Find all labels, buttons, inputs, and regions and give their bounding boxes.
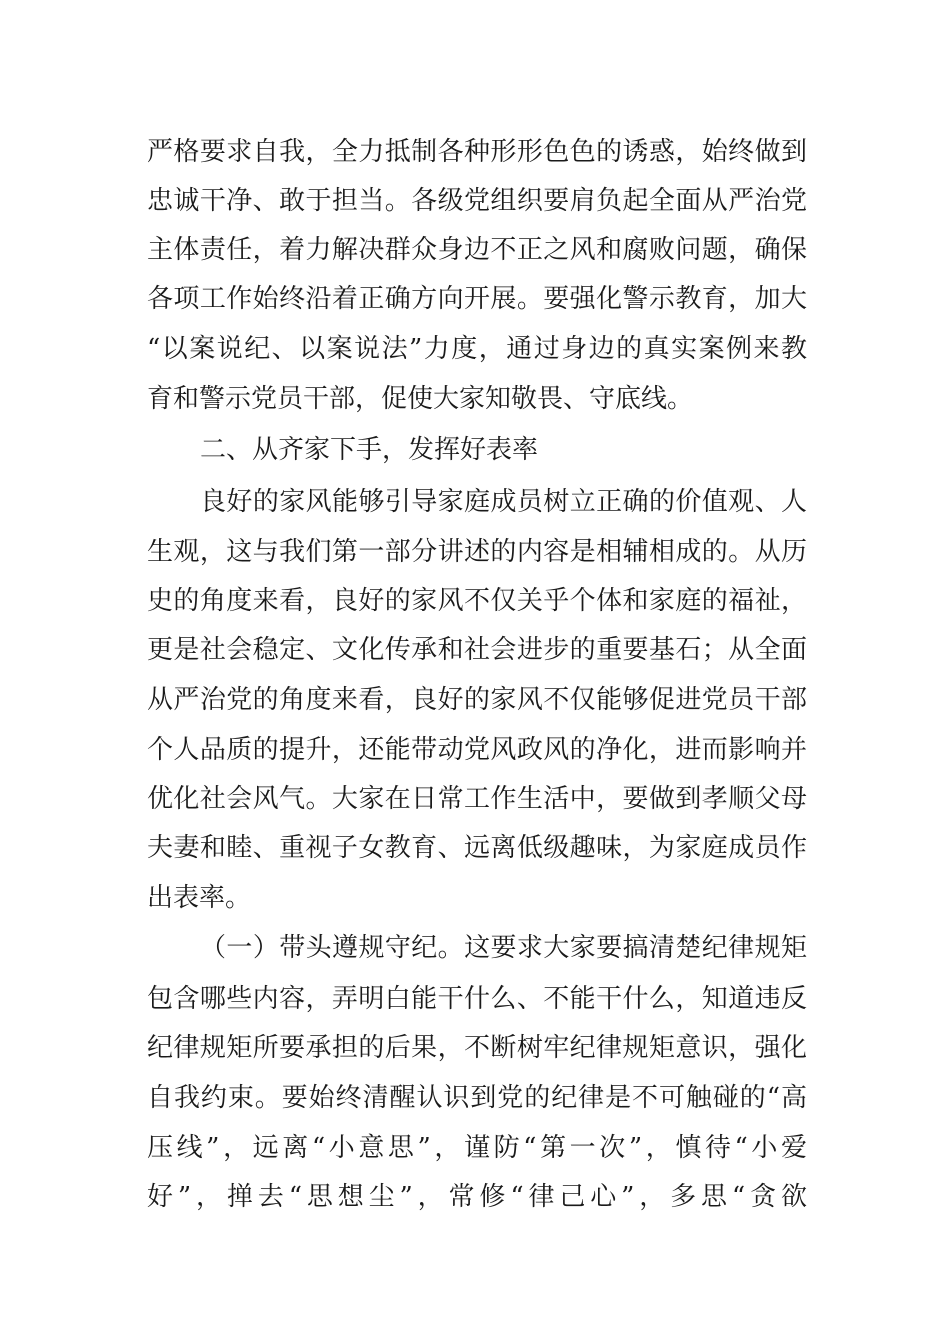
paragraph-first-line: 良好的家风能够引导家庭成员树立正确的价值观、人: [200, 487, 807, 517]
text-line-13: 个人品质的提升，还能带动党风政风的净化，进而影响并: [147, 735, 807, 765]
text-line-6: 育和警示党员干部，促使大家知敬畏、守底线。: [147, 384, 694, 414]
text-line-2: 忠诚干净、敢于担当。各级党组织要肩负起全面从严治党: [147, 186, 807, 216]
text-line-18: 包含哪些内容，弄明白能干什么、不能干什么，知道违反: [147, 984, 807, 1014]
text-line-10: 史的角度来看，良好的家风不仅关乎个体和家庭的福祉，: [147, 586, 807, 616]
text-line-21: 压线”，远离“小意思”，谨防“第一次”，慎待“小爱: [147, 1133, 807, 1163]
text-line-15: 夫妻和睦、重视子女教育、远离低级趣味，为家庭成员作: [147, 833, 807, 863]
text-line-1: 严格要求自我，全力抵制各种形形色色的诱惑，始终做到: [147, 137, 807, 167]
text-line-14: 优化社会风气。大家在日常工作生活中，要做到孝顺父母: [147, 784, 807, 814]
text-line-12: 从严治党的角度来看，良好的家风不仅能够促进党员干部: [147, 685, 807, 715]
text-line-11: 更是社会稳定、文化传承和社会进步的重要基石；从全面: [147, 635, 807, 665]
text-line-5: “以案说纪、以案说法”力度，通过身边的真实案例来教: [147, 334, 807, 364]
text-line-22: 好”，掸去“思想尘”，常修“律己心”，多思“贪欲: [147, 1182, 807, 1212]
text-line-19: 纪律规矩所要承担的后果，不断树牢纪律规矩意识，强化: [147, 1033, 807, 1063]
text-line-3: 主体责任，着力解决群众身边不正之风和腐败问题，确保: [147, 235, 807, 265]
text-line-4: 各项工作始终沿着正确方向开展。要强化警示教育，加大: [147, 284, 807, 314]
text-line-9: 生观，这与我们第一部分讲述的内容是相辅相成的。从历: [147, 537, 807, 567]
text-line-20: 自我约束。要始终清醒认识到党的纪律是不可触碰的“高: [147, 1083, 807, 1113]
section-heading: 二、从齐家下手，发挥好表率: [200, 435, 539, 465]
text-line-16: 出表率。: [147, 883, 252, 913]
subsection-first-line: （一）带头遵规守纪。这要求大家要搞清楚纪律规矩: [200, 933, 807, 963]
